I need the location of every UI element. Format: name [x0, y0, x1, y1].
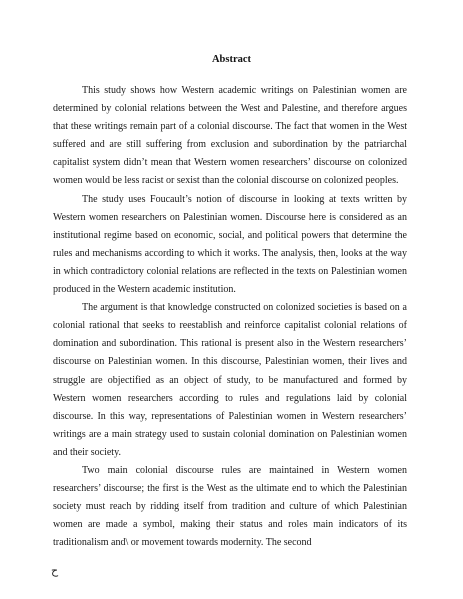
- abstract-heading: Abstract: [211, 54, 252, 65]
- paragraph-4: Two main colonial discourse rules are maintained in Western women researchers’ discourse; the first is the West as the ultimate end to which the Palestinian society must reach by ridding itself from tradition and culture of which Palestinian women are made a symbol, making their status and roles main indicators of its traditionalism and\ or movement towards modernity. The second: [53, 464, 407, 549]
- paragraph-1: This study shows how Western academic writings on Palestinian women are determined by colonial relations between the West and Palestine, and therefore argues that these writings remain part of a colonial discourse. The fact that women in the West suffered and are still suffering from exclusion and subordination by the patriarchal capitalist system didn’t mean that Western women researchers’ discourse on colonized women would be less racist or sexist than the colonial discourse on colonized peoples.: [53, 85, 407, 187]
- page-number: ح: [51, 564, 59, 577]
- abstract-body: [53, 82, 407, 552]
- paragraph-2: The study uses Foucault’s notion of discourse in looking at texts written by Western women researchers on Palestinian women. Discourse here is considered as an institutional regime based on economic, social, and political powers that determine the rules and mechanisms according to which it works. The analysis, then, looks at the way in which contradictory colonial relations are reflected in the texts on Palestinian women produced in the Western academic institution.: [53, 193, 407, 296]
- paragraph-3: The argument is that knowledge constructed on colonized societies is based on a colonial rational that seeks to reestablish and reinforce capitalist colonial relations of domination and subordination. This rational is present also in the Western researchers’ discourse on Palestinian women. In this discourse, Palestinian women, their lives and struggle are objectified as an object of study, to be manufactured and formed by Western women researchers according to rules and regulations laid by colonial discourse. In this way, representations of Palestinian women in Western researchers’ writings are a main strategy used to sustain colonial domination on Palestinian women and their society.: [53, 302, 407, 458]
